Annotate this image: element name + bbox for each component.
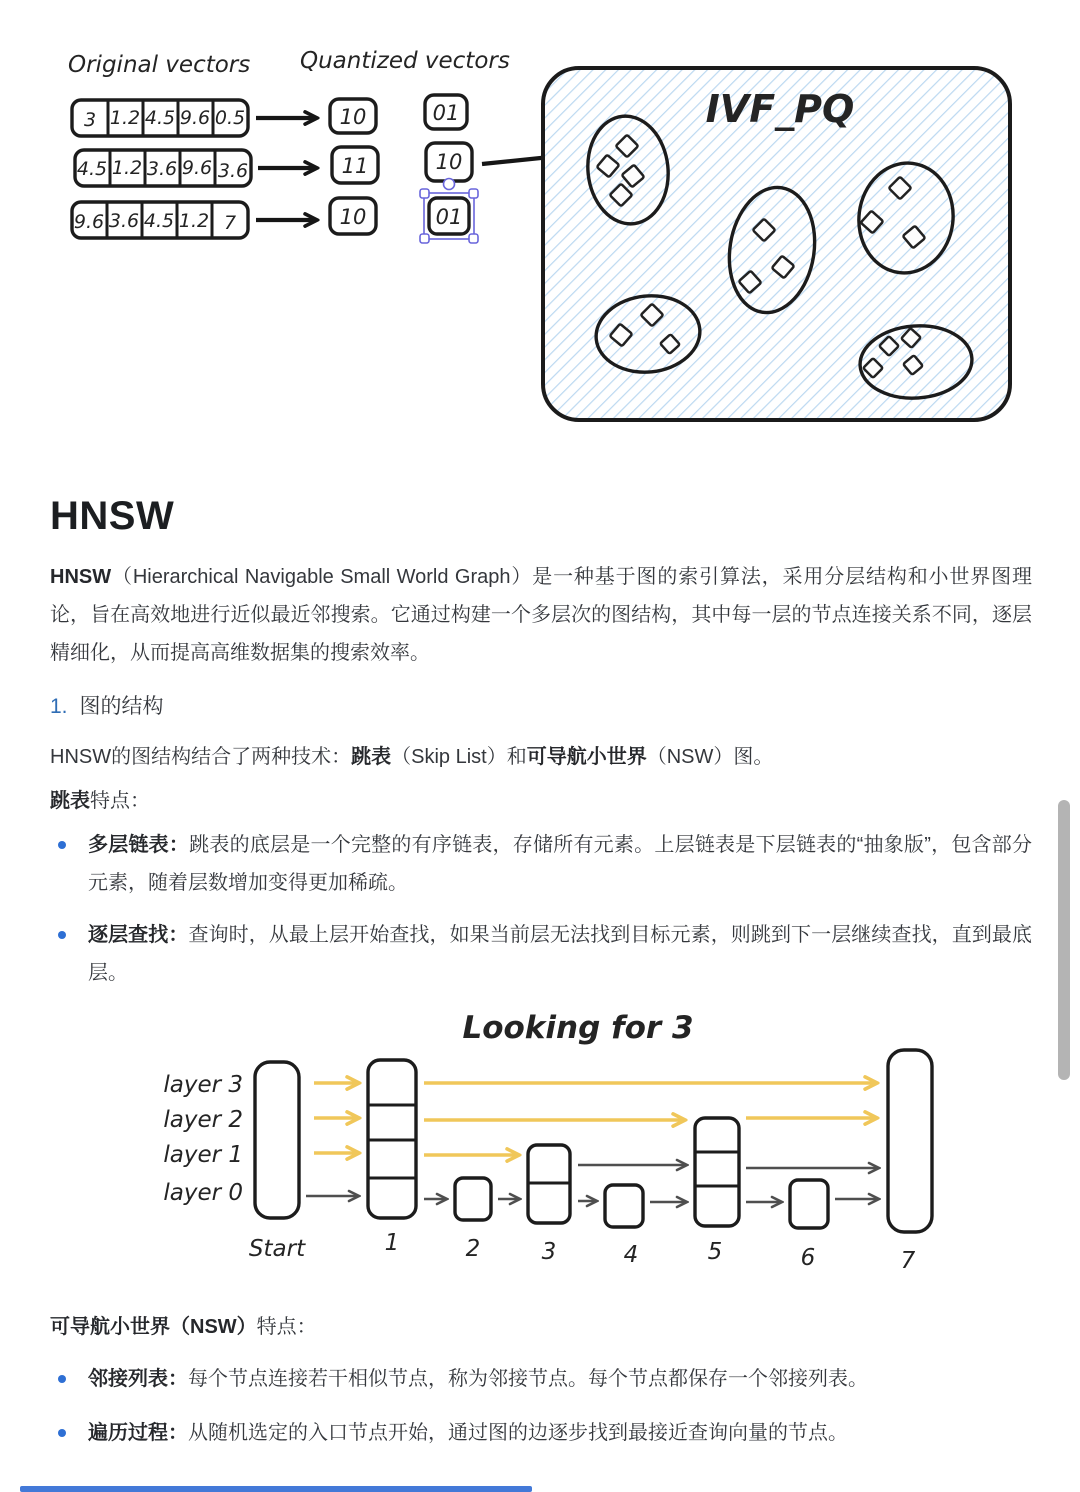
svg-text:Start: Start xyxy=(248,1236,306,1262)
bullet-dot xyxy=(58,1375,66,1383)
ivf-pq-box xyxy=(543,68,1010,420)
svg-text:4.5: 4.5 xyxy=(143,210,175,232)
layer-labels xyxy=(163,1072,243,1206)
svg-text:9.6: 9.6 xyxy=(181,157,213,179)
intro-bold: HNSW xyxy=(50,566,112,588)
svg-text:3.6: 3.6 xyxy=(146,158,178,180)
svg-text:0.5: 0.5 xyxy=(214,107,246,129)
list-title: 图的结构 xyxy=(79,695,164,718)
svg-text:4.5: 4.5 xyxy=(76,158,108,180)
svg-text:1.2: 1.2 xyxy=(178,210,210,232)
svg-text:layer 0: layer 0 xyxy=(163,1180,243,1206)
list-item: 遍历过程：从随机选定的入口节点开始，通过图的边逐步找到最接近查询向量的节点。 xyxy=(50,1414,1032,1452)
nsw-features-header: 可导航小世界（NSW）特点： xyxy=(50,1316,317,1338)
bullet-dot xyxy=(58,841,66,849)
svg-text:1: 1 xyxy=(384,1230,400,1256)
scrollbar-thumb[interactable] xyxy=(1058,800,1070,1080)
intro-text: （Hierarchical Navigable Small World Graph）是一种基于图的索引算法，采用分层结构和小世界图理论，旨在高效地进行近似最近邻搜索。它通过构建一个多层次的图结构，其中每一层的节点连接关系不同，逐层精细化，从而提高高维数据集的搜索效率。 xyxy=(50,566,1032,664)
node-labels xyxy=(249,1230,916,1274)
svg-text:7: 7 xyxy=(900,1248,916,1274)
svg-text:3: 3 xyxy=(541,1239,557,1265)
svg-text:1.2: 1.2 xyxy=(111,157,143,179)
vector-row-1 xyxy=(72,100,248,136)
svg-text:10: 10 xyxy=(435,150,463,174)
quantized-codes-col1 xyxy=(330,99,378,234)
skiplist-search-diagram xyxy=(0,990,1080,1290)
svg-text:4.5: 4.5 xyxy=(144,107,176,129)
selection-handle xyxy=(420,234,429,243)
tech-paragraph: HNSW的图结构结合了两种技术：跳表（Skip List）和可导航小世界（NSW）图。 xyxy=(50,746,774,768)
quantized-vectors-label: Quantized vectors xyxy=(300,48,510,74)
svg-text:9.6: 9.6 xyxy=(179,107,211,129)
original-vectors-label: Original vectors xyxy=(68,52,251,78)
svg-text:layer 1: layer 1 xyxy=(163,1142,243,1168)
bullet-dot xyxy=(58,931,66,939)
svg-text:10: 10 xyxy=(339,105,367,129)
list-item: 邻接列表：每个节点连接若干相似节点，称为邻接节点。每个节点都保存一个邻接列表。 xyxy=(50,1360,1032,1398)
svg-text:1.2: 1.2 xyxy=(109,107,141,129)
svg-text:7: 7 xyxy=(223,212,237,234)
vector-row-3 xyxy=(72,202,248,238)
nsw-feature-list xyxy=(50,1360,1032,1452)
list-item: 多层链表：跳表的底层是一个完整的有序链表，存储所有元素。上层链表是下层链表的“抽象版”，包含部分元素，随着层数增加变得更加稀疏。 xyxy=(50,826,1032,902)
list-number: 1. xyxy=(50,695,68,718)
svg-text:10: 10 xyxy=(339,205,367,229)
svg-text:9.6: 9.6 xyxy=(73,211,105,233)
svg-text:layer 3: layer 3 xyxy=(163,1072,243,1098)
next-element-top-edge xyxy=(20,1486,532,1492)
page-title: HNSW xyxy=(50,494,175,538)
bullet-dot xyxy=(58,1429,66,1437)
svg-text:3.6: 3.6 xyxy=(217,160,249,182)
svg-text:6: 6 xyxy=(800,1245,816,1271)
skiplist-feature-list xyxy=(50,826,1032,992)
svg-text:layer 2: layer 2 xyxy=(163,1107,243,1133)
ivf-pq-title: IVF_PQ xyxy=(705,87,855,131)
skiplist-title: Looking for 3 xyxy=(462,1010,694,1046)
intro-paragraph xyxy=(50,558,1032,672)
svg-text:5: 5 xyxy=(707,1239,723,1265)
vector-row-2 xyxy=(75,150,251,186)
selection-handle xyxy=(420,189,429,198)
skiplist-features-header: 跳表特点： xyxy=(50,790,150,812)
svg-text:3.6: 3.6 xyxy=(108,210,140,232)
svg-text:11: 11 xyxy=(341,154,369,178)
article-section-hnsw xyxy=(50,492,1032,1006)
svg-text:01: 01 xyxy=(435,205,463,229)
selection-handle xyxy=(469,234,478,243)
svg-text:01: 01 xyxy=(432,101,460,125)
quantized-codes-col2 xyxy=(420,95,478,243)
svg-text:2: 2 xyxy=(465,1236,481,1262)
selection-rotate-handle xyxy=(444,179,455,190)
svg-text:3: 3 xyxy=(83,109,97,131)
article-section-nsw xyxy=(50,1308,1032,1468)
list-item: 逐层查找：查询时，从最上层开始查找，如果当前层无法找到目标元素，则跳到下一层继续查找，直到最底层。 xyxy=(50,916,1032,992)
pq-quantization-diagram xyxy=(0,0,1080,460)
selection-handle xyxy=(469,189,478,198)
numbered-list-item-1 xyxy=(50,690,1032,724)
svg-text:4: 4 xyxy=(623,1242,639,1268)
skiplist-nodes xyxy=(255,1050,932,1232)
